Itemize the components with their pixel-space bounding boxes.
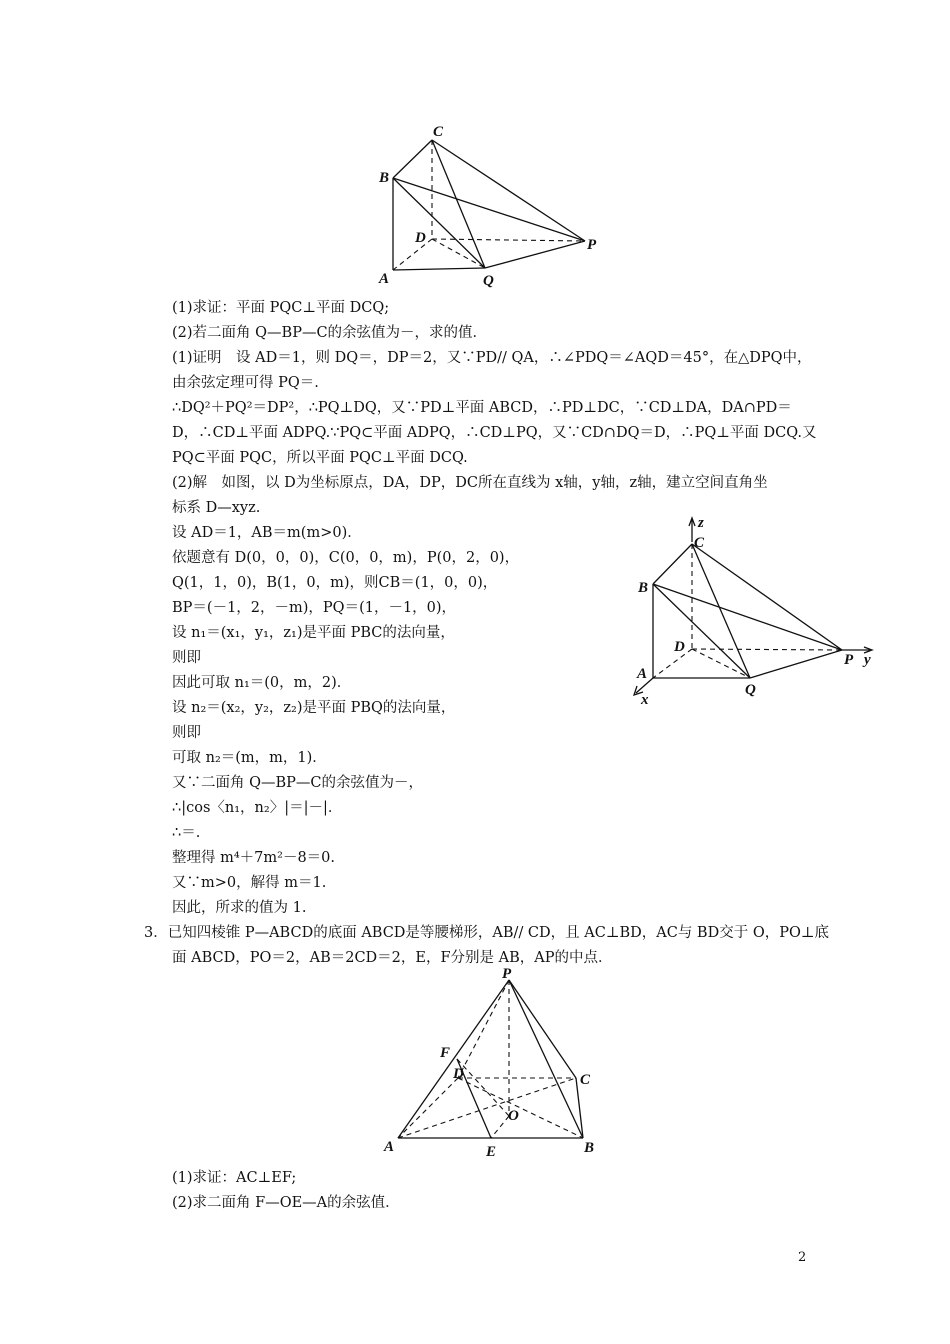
solution-line-17: 又∵m>0，解得 m＝1. xyxy=(172,875,327,891)
label-O: O xyxy=(508,1108,519,1124)
proof-line-5: PQ⊂平面 PQC，所以平面 PQC⊥平面 DCQ. xyxy=(172,450,468,466)
problem-3-line-1: 3．已知四棱锥 P—ABCD的底面 ABCD是等腰梯形，AB// CD，且 AC⊥BD，AC与 BD交于 O，PO⊥底 xyxy=(144,925,829,941)
solution-line-5: Q(1，1，0)，B(1，0，m)，则CB＝(1，0，0)， xyxy=(172,575,498,591)
proof-line-2: 由余弦定理可得 PQ＝. xyxy=(172,375,319,391)
solution-line-7: 设 n₁＝(x₁，y₁，z₁)是平面 PBC的法向量， xyxy=(172,625,455,641)
axis-x-label: x xyxy=(641,692,649,707)
label-B: B xyxy=(638,580,649,596)
solution-line-3: 设 AD＝1，AB＝m(m>0)． xyxy=(172,525,362,541)
question-part-2: (2)若二面角 Q—BP—C的余弦值为－，求的值． xyxy=(172,325,488,341)
label-Q: Q xyxy=(483,273,494,289)
solution-line-16: 整理得 m⁴＋7m²－8＝0. xyxy=(172,850,336,866)
label-C: C xyxy=(433,124,444,140)
solution-line-1: (2)解 如图，以 D为坐标原点，DA，DP，DC所在直线为 x轴，y轴，z轴，建立空间直角坐 xyxy=(172,475,768,491)
label-E: E xyxy=(486,1144,497,1160)
label-A: A xyxy=(379,271,390,287)
solution-line-10: 设 n₂＝(x₂，y₂，z₂)是平面 PBQ的法向量， xyxy=(172,700,456,716)
problem-3-part-2: (2)求二面角 F—OE—A的余弦值． xyxy=(172,1195,400,1211)
label-A: A xyxy=(384,1139,395,1155)
figure-pyramid-abcd xyxy=(378,968,608,1160)
figure-coordinate-system xyxy=(628,512,888,707)
label-B: B xyxy=(379,170,390,186)
solution-line-2: 标系 D—xyz. xyxy=(172,500,261,516)
axis-y-label: y xyxy=(864,652,871,668)
proof-line-1: (1)证明 设 AD＝1，则 DQ＝，DP＝2，又∵PD// QA，∴∠PDQ＝∠AQD＝45°，在△DPQ中， xyxy=(172,350,812,366)
page-number: 2 xyxy=(798,1250,807,1265)
solution-line-6: BP＝(－1，2，－m)，PQ＝(1，－1，0)， xyxy=(172,600,457,616)
label-P: P xyxy=(587,237,597,253)
label-P: P xyxy=(502,968,512,982)
label-C: C xyxy=(694,535,705,551)
solution-line-12: 可取 n₂＝(m，m，1)． xyxy=(172,750,327,766)
label-A: A xyxy=(637,666,648,682)
solution-line-15: ∴＝. xyxy=(172,825,201,841)
figure-pyramid-pqc xyxy=(370,118,610,293)
label-D: D xyxy=(674,639,685,655)
label-P: P xyxy=(844,652,854,668)
solution-line-18: 因此，所求的值为 1. xyxy=(172,900,307,916)
label-F: F xyxy=(440,1045,451,1061)
label-C: C xyxy=(580,1072,591,1088)
question-part-1: (1)求证：平面 PQC⊥平面 DCQ; xyxy=(172,300,390,316)
solution-line-14: ∴|cos〈n₁，n₂〉|＝|－|． xyxy=(172,800,343,816)
label-B: B xyxy=(584,1140,595,1156)
label-Q: Q xyxy=(745,682,756,698)
label-D: D xyxy=(415,230,426,246)
solution-line-11: 则即 xyxy=(172,725,201,741)
label-D: D xyxy=(453,1066,464,1082)
solution-line-8: 则即 xyxy=(172,650,201,666)
solution-line-4: 依题意有 D(0，0，0)，C(0，0，m)，P(0，2，0)， xyxy=(172,550,520,566)
problem-3-line-2: 面 ABCD，PO＝2，AB＝2CD＝2，E，F分别是 AB，AP的中点． xyxy=(172,950,613,966)
solution-line-9: 因此可取 n₁＝(0，m，2)． xyxy=(172,675,352,691)
solution-line-13: 又∵二面角 Q—BP—C的余弦值为－， xyxy=(172,775,424,791)
proof-line-4: D，∴CD⊥平面 ADPQ.∵PQ⊂平面 ADPQ，∴CD⊥PQ，又∵CD∩DQ＝D，∴PQ⊥平面 DCQ.又 xyxy=(172,425,817,441)
proof-line-3: ∴DQ²＋PQ²＝DP²，∴PQ⊥DQ，又∵PD⊥平面 ABCD，∴PD⊥DC，∵CD⊥DA，DA∩PD＝ xyxy=(172,400,792,416)
axis-z-label: z xyxy=(698,515,704,531)
problem-3-part-1: (1)求证：AC⊥EF; xyxy=(172,1170,297,1186)
